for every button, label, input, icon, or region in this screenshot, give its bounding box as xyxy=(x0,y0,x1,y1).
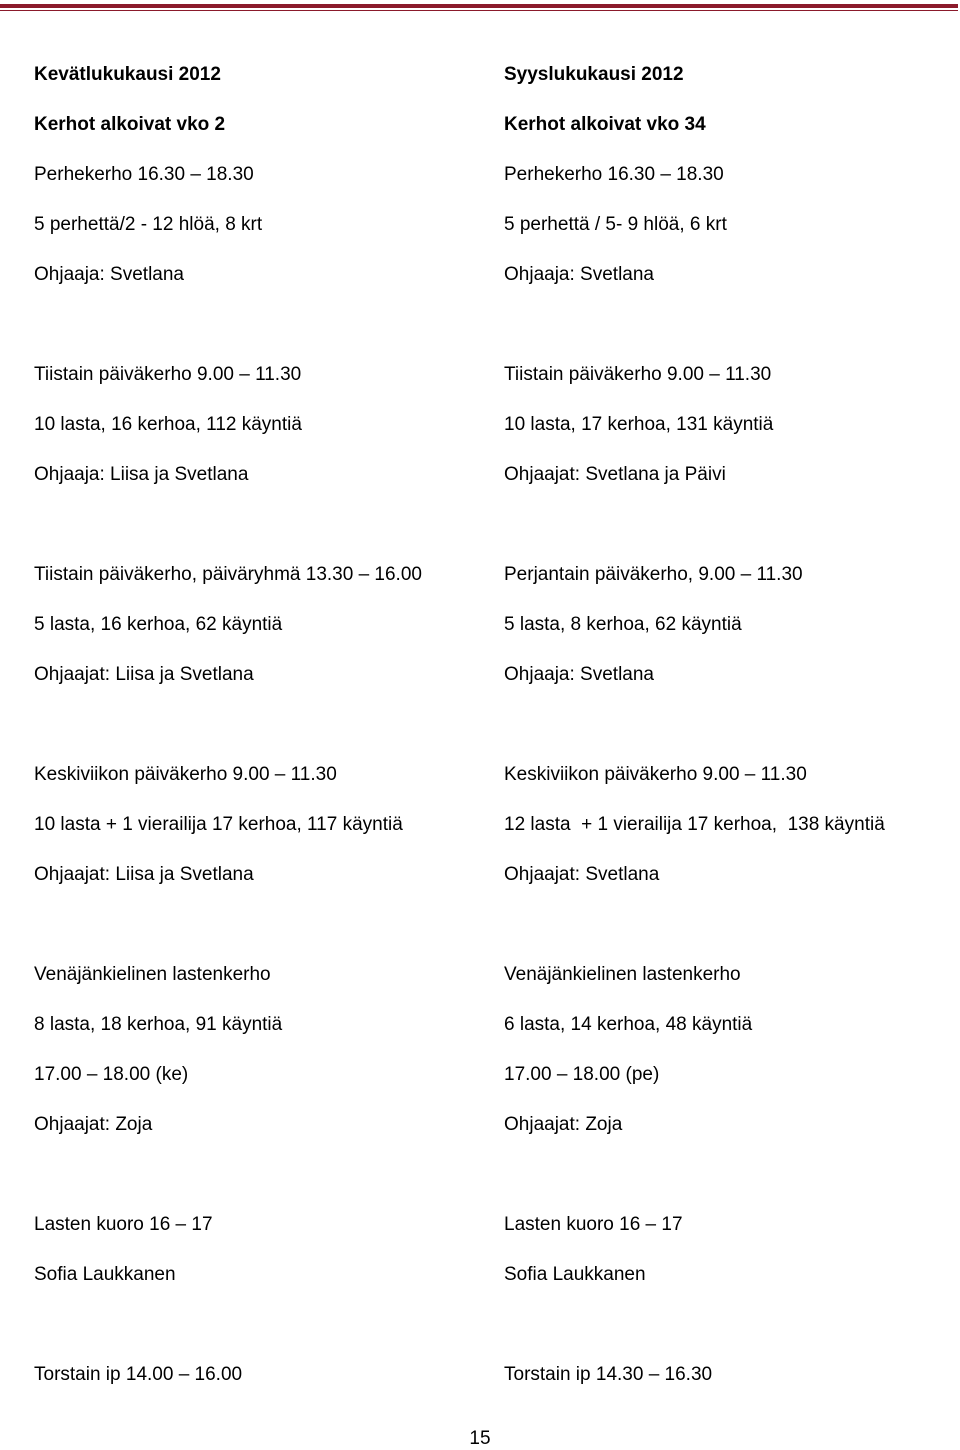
club-title: Torstain ip 14.30 – 16.30 xyxy=(504,1364,713,1385)
spacer xyxy=(34,700,474,750)
spacer xyxy=(504,1150,944,1200)
spacer xyxy=(504,1300,944,1350)
club-entry-tuesday-daycare xyxy=(504,350,944,500)
spacer xyxy=(34,900,474,950)
club-title: Keskiviikon päiväkerho 9.00 – 11.30 xyxy=(34,764,337,785)
club-entry-perhekerho xyxy=(34,150,474,300)
club-stats: 5 perhettä/2 - 12 hlöä, 8 krt xyxy=(34,214,263,235)
club-entry-friday-daycare xyxy=(504,550,944,700)
spacer xyxy=(504,900,944,950)
club-title: Tiistain päiväkerho 9.00 – 11.30 xyxy=(504,364,772,385)
club-stats: 5 perhettä / 5- 9 hlöä, 6 krt xyxy=(504,214,727,235)
club-leaders: Ohjaajat: Svetlana ja Päivi xyxy=(504,464,726,485)
spacer xyxy=(34,1150,474,1200)
semester-title: Syyslukukausi 2012 xyxy=(504,64,684,85)
spacer xyxy=(34,1300,474,1350)
semester-title: Kevätlukukausi 2012 xyxy=(34,64,221,85)
club-leaders: Ohjaajat: Liisa ja Svetlana xyxy=(34,664,254,685)
start-week: Kerhot alkoivat vko 34 xyxy=(504,114,706,135)
club-title: Venäjänkielinen lastenkerho xyxy=(34,964,271,985)
club-entry-wednesday-daycare xyxy=(34,750,474,900)
club-title: Venäjänkielinen lastenkerho xyxy=(504,964,741,985)
club-entry-tuesday-afternoon xyxy=(34,550,474,700)
spring-2012-column xyxy=(34,50,474,1400)
club-title: Lasten kuoro 16 – 17 xyxy=(34,1214,213,1235)
club-title: Keskiviikon päiväkerho 9.00 – 11.30 xyxy=(504,764,807,785)
spacer xyxy=(34,500,474,550)
club-time: 17.00 – 18.00 (ke) xyxy=(34,1064,189,1085)
spacer xyxy=(504,500,944,550)
club-stats: 12 lasta + 1 vierailija 17 kerhoa, 138 käyntiä xyxy=(504,814,885,835)
club-entry-wednesday-daycare xyxy=(504,750,944,900)
autumn-2012-column xyxy=(504,50,944,1400)
club-stats: 10 lasta, 16 kerhoa, 112 käyntiä xyxy=(34,414,302,435)
club-leaders: Ohjaaja: Svetlana xyxy=(34,264,184,285)
club-leaders: Sofia Laukkanen xyxy=(34,1264,176,1285)
club-leaders: Ohjaaja: Svetlana xyxy=(504,664,654,685)
club-title: Perjantain päiväkerho, 9.00 – 11.30 xyxy=(504,564,803,585)
club-entry-tuesday-daycare xyxy=(34,350,474,500)
club-leaders: Ohjaaja: Liisa ja Svetlana xyxy=(34,464,249,485)
club-entry-thursday-afternoon xyxy=(34,1350,474,1400)
spacer xyxy=(504,700,944,750)
club-entry-russian-club xyxy=(34,950,474,1150)
club-title: Perhekerho 16.30 – 18.30 xyxy=(34,164,254,185)
club-stats: 10 lasta + 1 vierailija 17 kerhoa, 117 käyntiä xyxy=(34,814,403,835)
club-stats: 10 lasta, 17 kerhoa, 131 käyntiä xyxy=(504,414,774,435)
spacer xyxy=(34,300,474,350)
club-stats: 8 lasta, 18 kerhoa, 91 käyntiä xyxy=(34,1014,283,1035)
club-leaders: Ohjaajat: Liisa ja Svetlana xyxy=(34,864,254,885)
club-title: Perhekerho 16.30 – 18.30 xyxy=(504,164,724,185)
club-entry-russian-club xyxy=(504,950,944,1150)
club-leaders: Ohjaaja: Svetlana xyxy=(504,264,654,285)
club-title: Lasten kuoro 16 – 17 xyxy=(504,1214,683,1235)
club-leaders: Ohjaajat: Svetlana xyxy=(504,864,660,885)
club-title: Tiistain päiväkerho 9.00 – 11.30 xyxy=(34,364,302,385)
header-rule xyxy=(0,4,958,8)
club-entry-childrens-choir xyxy=(34,1200,474,1300)
club-stats: 6 lasta, 14 kerhoa, 48 käyntiä xyxy=(504,1014,753,1035)
club-entry-childrens-choir xyxy=(504,1200,944,1300)
club-entry-perhekerho xyxy=(504,150,944,300)
club-leaders: Ohjaajat: Zoja xyxy=(34,1114,153,1135)
club-title: Tiistain päiväkerho, päiväryhmä 13.30 – 16.00 xyxy=(34,564,422,585)
club-title: Torstain ip 14.00 – 16.00 xyxy=(34,1364,243,1385)
club-stats: 5 lasta, 16 kerhoa, 62 käyntiä xyxy=(34,614,283,635)
club-leaders: Sofia Laukkanen xyxy=(504,1264,646,1285)
club-stats: 5 lasta, 8 kerhoa, 62 käyntiä xyxy=(504,614,742,635)
page-number: 15 xyxy=(469,1428,491,1449)
club-entry-thursday-afternoon xyxy=(504,1350,944,1400)
spacer xyxy=(504,300,944,350)
club-leaders: Ohjaajat: Zoja xyxy=(504,1114,623,1135)
club-time: 17.00 – 18.00 (pe) xyxy=(504,1064,660,1085)
start-week: Kerhot alkoivat vko 2 xyxy=(34,114,226,135)
